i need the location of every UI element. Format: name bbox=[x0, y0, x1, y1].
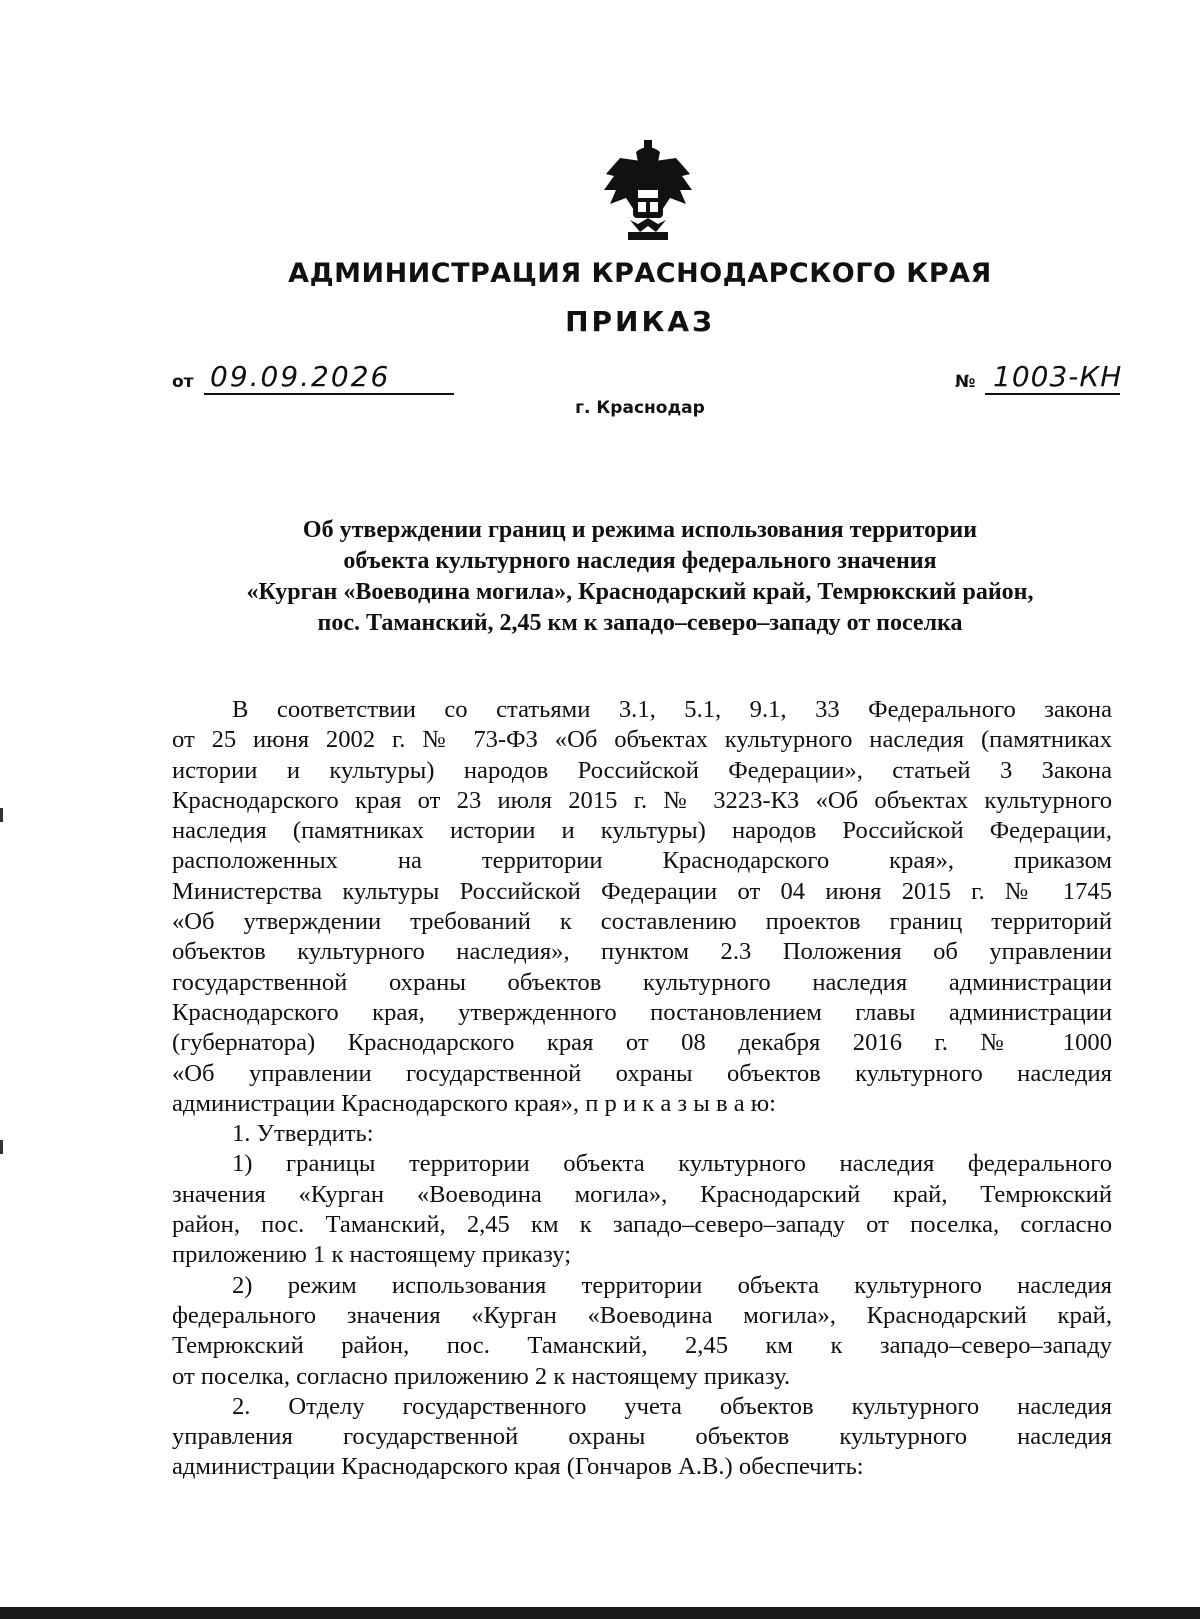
date-underline bbox=[204, 393, 454, 395]
title-line: Об утверждении границ и режима использования территории bbox=[302, 517, 978, 543]
scan-edge-mark bbox=[0, 808, 3, 822]
body-line: администрации Краснодарского края», п р и к а з ы в а ю: bbox=[172, 1089, 776, 1117]
body-line: объектов культурного наследия», пунктом 2.3 Положения об управлении bbox=[172, 938, 1112, 966]
title-line: объекта культурного наследия федерального значения bbox=[343, 548, 937, 574]
body-line: 2) режим использования территории объекта культурного наследия bbox=[232, 1271, 1112, 1299]
body-line: от поселка, согласно приложению 2 к настоящему приказу. bbox=[172, 1362, 791, 1390]
date-label: от bbox=[172, 372, 194, 392]
document-type: ПРИКАЗ bbox=[565, 305, 715, 338]
city: г. Краснодар bbox=[575, 398, 705, 418]
body-line: (губернатора) Краснодарского края от 08 декабря 2016 г. № 1000 bbox=[172, 1029, 1112, 1057]
title-line: пос. Таманский, 2,45 км к западо–северо–западу от поселка bbox=[317, 610, 963, 636]
document-body bbox=[172, 695, 1112, 1483]
body-line: управления государственной охраны объектов культурного наследия bbox=[172, 1423, 1112, 1451]
body-line: 2. Отделу государственного учета объектов культурного наследия bbox=[232, 1392, 1112, 1420]
body-line: от 25 июня 2002 г. № 73-ФЗ «Об объектах культурного наследия (памятниках bbox=[172, 726, 1112, 754]
title-line: «Курган «Воеводина могила», Краснодарский край, Темрюкский район, bbox=[246, 579, 1034, 605]
body-line: 1) границы территории объекта культурного наследия федерального bbox=[232, 1150, 1112, 1178]
scan-bottom-edge bbox=[0, 1607, 1200, 1619]
number-underline bbox=[985, 393, 1120, 395]
scan-edge-mark bbox=[0, 1140, 3, 1154]
organization-name: АДМИНИСТРАЦИЯ КРАСНОДАРСКОГО КРАЯ bbox=[288, 258, 992, 289]
body-line: Министерства культуры Российской Федерации от 04 июня 2015 г. № 1745 bbox=[172, 877, 1112, 905]
body-line: государственной охраны объектов культурного наследия администрации bbox=[172, 968, 1112, 996]
body-line: администрации Краснодарского края (Гончаров А.В.) обеспечить: bbox=[172, 1453, 864, 1481]
coat-of-arms-emblem bbox=[600, 140, 696, 242]
body-line: «Об утверждении требований к составлению проектов границ территорий bbox=[172, 908, 1112, 936]
body-line: расположенных на территории Краснодарского края», приказом bbox=[172, 847, 1112, 875]
document-title bbox=[150, 515, 1130, 639]
body-line: «Об управлении государственной охраны объектов культурного наследия bbox=[172, 1059, 1112, 1087]
body-line: федерального значения «Курган «Воеводина могила», Краснодарский край, bbox=[172, 1301, 1112, 1329]
body-line: истории и культуры) народов Российской Федерации», статьей 3 Закона bbox=[172, 756, 1112, 784]
body-line: В соответствии со статьями 3.1, 5.1, 9.1, 33 Федерального закона bbox=[232, 696, 1112, 723]
body-line: Темрюкский район, пос. Таманский, 2,45 км к западо–северо–западу bbox=[172, 1332, 1112, 1360]
body-line: наследия (памятниках истории и культуры) народов Российской Федерации, bbox=[172, 817, 1112, 845]
number-value: 1003-КН bbox=[993, 360, 1123, 393]
body-line: 1. Утвердить: bbox=[232, 1120, 374, 1148]
body-line: приложению 1 к настоящему приказу; bbox=[172, 1241, 572, 1269]
body-line: Краснодарского края, утвержденного постановлением главы администрации bbox=[172, 998, 1112, 1026]
body-line: район, пос. Таманский, 2,45 км к западо–северо–западу от поселка, согласно bbox=[172, 1211, 1112, 1239]
body-line: Краснодарского края от 23 июля 2015 г. № 3223-КЗ «Об объектах культурного bbox=[172, 786, 1112, 814]
date-value: 09.09.2026 bbox=[210, 360, 391, 393]
number-label: № bbox=[955, 372, 976, 392]
body-line: значения «Курган «Воеводина могила», Краснодарский край, Темрюкский bbox=[172, 1180, 1112, 1208]
